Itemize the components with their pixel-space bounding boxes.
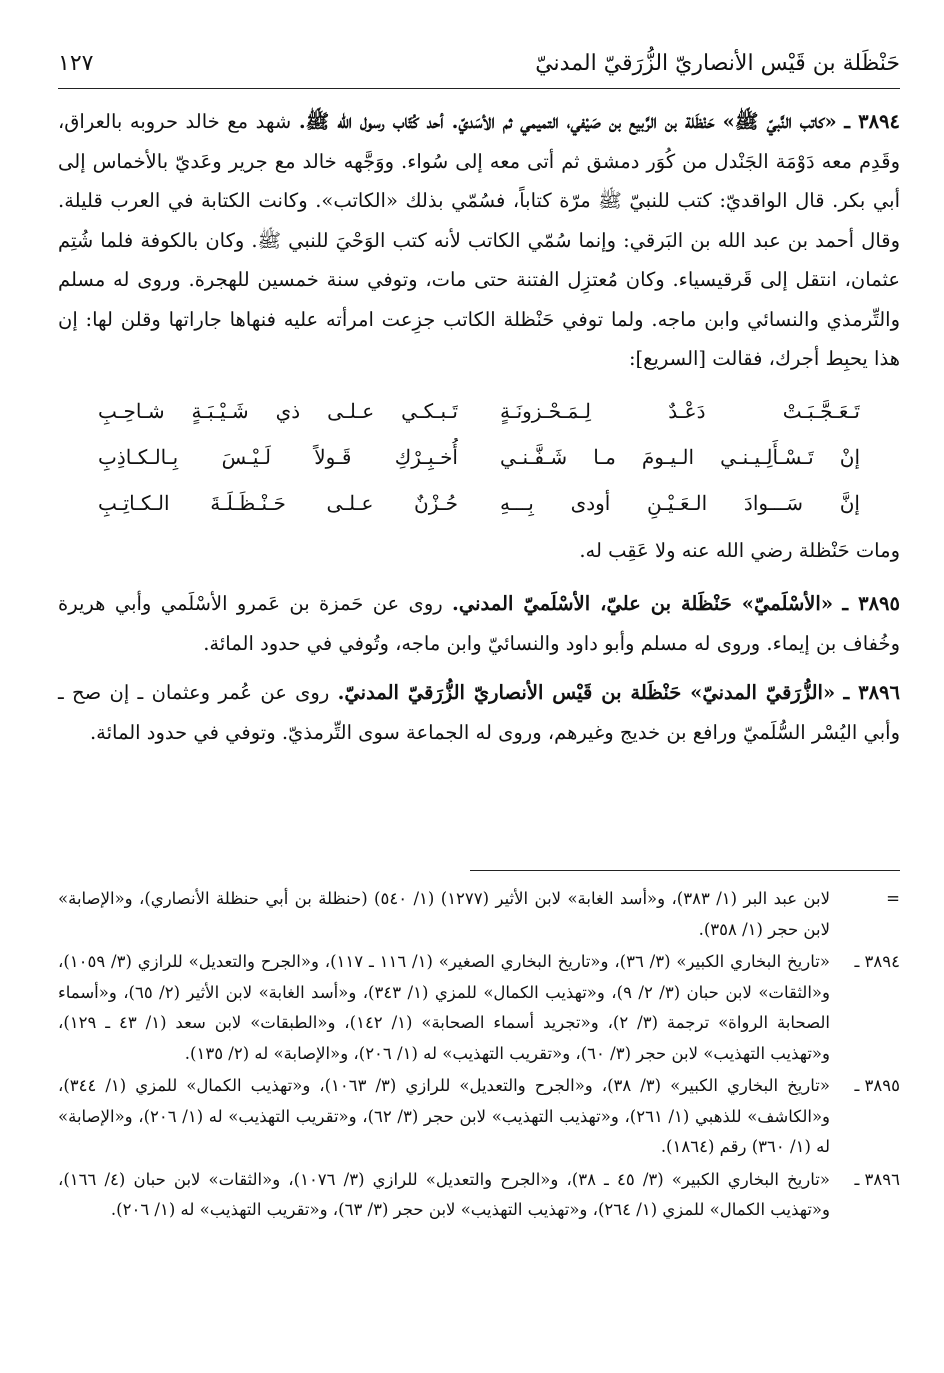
poem-second-hemistich: تَـبـكـي عـلـى ذي شَـيْـبَـةٍ شـاحِـبِ [98, 398, 458, 423]
footnote-number: ٣٨٩٤ ـ [854, 952, 900, 971]
footnote-number: ٣٨٩٥ ـ [854, 1076, 900, 1095]
main-text [58, 102, 900, 762]
header-divider [58, 88, 900, 89]
entry-3894 [58, 102, 900, 379]
poem [58, 389, 900, 527]
footnotes [58, 884, 900, 1228]
poem-second-hemistich: حُـزْنٌ عـلـى حَـنْـظَـلَـةَ الـكـاتِـبِ [98, 490, 458, 515]
entry-body: روى عن حَمزة بن عَمرو الأسْلَمي وأبي هريرة وخُفاف بن إيماء. وروى له مسلم وأبو داود والنسائيّ وابن ماجه، وتُوفي في حدود المائة. [58, 592, 900, 655]
entry-closing-line: ومات حَنْظلة رضي الله عنه ولا عَقِب له. [579, 538, 900, 562]
footnote-text: «تاريخ البخاري الكبير» (٣/ ٣٨)، و«الجرح والتعديل» للرازي (٣/ ١٠٦٣)، و«تهذيب الكمال» للمزي (١/ ٣٤٤)، و«الكاشف» للذهبي (١/ ٢٦١)، و«تهذيب التهذيب» لابن حجر (٣/ ٦٢)، و«تقريب التهذيب» له (١/ ٢٠٦)، و«الإصابة» له (١/ ٣٦٠) رقم (١٨٦٤). [58, 1076, 831, 1156]
poem-second-hemistich: أُخـبِـرْكِ قَـولاً لَـيْـسَ بِـالـكـاذِبِ [98, 444, 458, 469]
running-title: حَنْظَلة بن قَيْس الأنصاريّ الزُّرَقيّ المدنيّ [535, 50, 900, 76]
entry-number: ٣٨٩٦ ـ [843, 681, 900, 704]
entry-body: روى عن عُمر وعثمان ـ إن صح ـ وأبي اليُسْر السُّلَميّ ورافع بن خديج وغيرهم، وروى له الجماعة سوى التِّرمذيّ. وتوفي في حدود المائة. [58, 681, 900, 744]
poem-first-hemistich: إنَّ سَـــوادَ الـعَـيْـنِ أودى بِـــهِ [500, 490, 860, 515]
footnote [58, 947, 900, 1069]
footnote-divider [470, 870, 900, 871]
poem-verse [58, 389, 900, 435]
poem-verse [58, 481, 900, 527]
footnote [58, 1165, 900, 1226]
footnote-number: ٣٨٩٦ ـ [854, 1169, 900, 1189]
page-number: ١٢٧ [58, 50, 94, 76]
footnote [58, 884, 900, 945]
footnote-number: = [886, 889, 900, 908]
poem-verse [58, 435, 900, 481]
entry-number: ٣٨٩٥ ـ [842, 592, 900, 615]
entry-heading: «الزُّرَقيّ المدنيّ» حَنْظَلة بن قَيْس الأنصاريّ الزُّرَقيّ المدنيّ. [337, 681, 836, 704]
entry-3896 [58, 673, 900, 752]
running-header [58, 38, 900, 88]
poem-first-hemistich: إنْ تَـسْـأَلِـيـنـي الـيـومَ مـا شَـفَّـنـي [500, 444, 860, 469]
footnote-text: «تاريخ البخاري الكبير» (٣/ ٣٦)، و«تاريخ البخاري الصغير» (١/ ١١٦ ـ ١١٧)، و«الجرح والتعديل» للرازي (٣/ ١٠٥٩)، و«الثقات» لابن حبان (٣/ ٢/ ٩)، و«تهذيب الكمال» للمزي (١/ ٣٤٣)، و«أسد الغابة» لابن الأثير (٢/ ٦٥)، و«أسماء الصحابة الرواة» ترجمة (٣/ ٢)، و«تجريد أسماء الصحابة» (١/ ١٤٢)، و«الطبقات» لابن سعد (١/ ٤٣ ـ ١٢٩)، و«تهذيب التهذيب» لابن حجر (٣/ ٦٠)، و«تقريب التهذيب» له (١/ ٢٠٦)، و«الإصابة» له (٢/ ١٣٥). [58, 952, 831, 1063]
entry-number: ٣٨٩٤ ـ [844, 110, 900, 133]
entry-body: شهد مع خالد حروبه بالعراق، وقَدِم معه دَوْمَة الجَنْدل من كُوَر دمشق ثم أتى معه إلى سُواء. ووَجَّهه خالد مع جرير وعَديّ بالأخماس إلى أبي بكر. قال الواقديّ: كتب للنبيّ ﷺ مرّة كتاباً، فسُمّي بذلك «الكاتب». وكانت الكتابة في العرب قليلة. وقال أحمد بن عبد الله بن البَرقي: وإنما سُمّي الكاتب لأنه كتب الوَحْيَ للنبي ﷺ. وكان بالكوفة فلما شُتِم عثمان، انتقل إلى قَرقيسياء. وكان مُعتزِل الفتنة حتى مات، وتوفي سنة خمسين للهجرة. وروى له مسلم والتِّرمذي والنسائي وابن ماجه. ولما توفي حَنْظلة الكاتب جزِعت امرأته عليه فنهاها جاراتها وقلن لها: إن هذا يحبِط أجرك، فقالت [السريع]: [58, 110, 900, 370]
entry-3895 [58, 584, 900, 663]
book-page [58, 38, 900, 1338]
footnote-text: «تاريخ البخاري الكبير» (٣/ ٤٥ ـ ٣٨)، و«الجرح والتعديل» للرازي (٣/ ١٠٧٦)، و«الثقات» لابن حبان (٤/ ١٦٦)، و«تهذيب الكمال» للمزي (١/ ٢٦٤)، و«تهذيب التهذيب» لابن حجر (٣/ ٦٣)، و«تقريب التهذيب» له (١/ ٢٠٦). [58, 1169, 830, 1219]
entry-heading: «الأسْلَميّ» حَنْظَلة بن عليّ، الأسْلَميّ المدني. [452, 592, 834, 615]
poem-first-hemistich: تَـعَـجَّـبَـتْ دَعْـدٌ لِـمَـحْـزونَـةٍ [500, 398, 860, 423]
entry-heading: «كاتب النَّبيّ ﷺ» حَنْظَلة بن الرَّبيع بن صَيْفي، التميمي ثم الأسَديّ. أحد كُتّاب رسول الله ﷺ. [298, 110, 837, 133]
footnote [58, 1071, 900, 1163]
footnote-text: لابن عبد البر (١/ ٣٨٣)، و«أسد الغابة» لابن الأثير (١٢٧٧) (١/ ٥٤٠) (حنظلة بن أبي حنظلة الأنصاري)، و«الإصابة» لابن حجر (١/ ٣٥٨). [58, 889, 830, 939]
